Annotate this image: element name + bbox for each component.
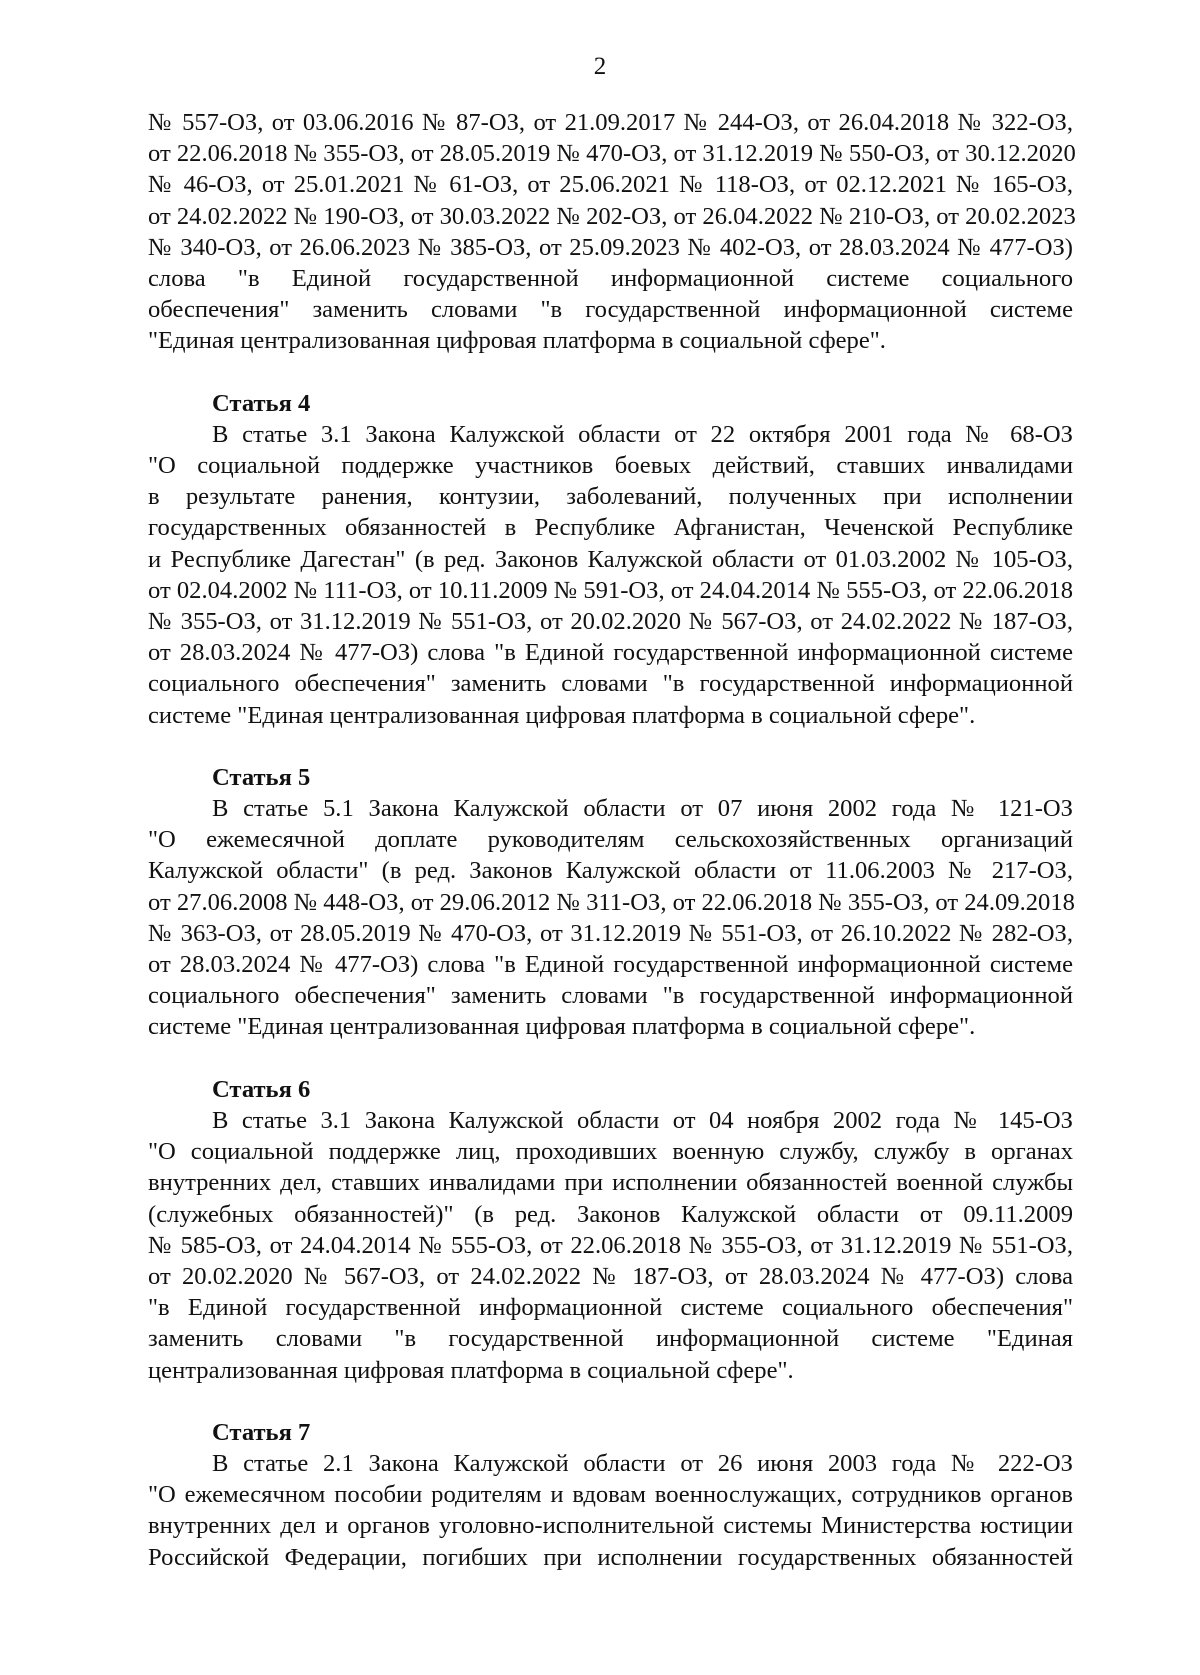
article-heading: Статья 5 bbox=[212, 763, 311, 791]
text-line: от 20.02.2020 № 567-ОЗ, от 24.02.2022 № 187-ОЗ, от 28.03.2024 № 477-ОЗ) слова bbox=[148, 1262, 1073, 1290]
intro-paragraph bbox=[148, 107, 1076, 357]
article-heading: Статья 6 bbox=[212, 1075, 311, 1103]
text-line: от 28.03.2024 № 477-ОЗ) слова "в Единой государственной информационной системе bbox=[148, 951, 1073, 979]
text-line: № 585-ОЗ, от 24.04.2014 № 555-ОЗ, от 22.06.2018 № 355-ОЗ, от 31.12.2019 № 551-ОЗ, bbox=[148, 1231, 1073, 1259]
text-line: "О социальной поддержке участников боевых действий, ставших инвалидами bbox=[148, 452, 1073, 480]
text-line: № 340-ОЗ, от 26.06.2023 № 385-ОЗ, от 25.09.2023 № 402-ОЗ, от 28.03.2024 № 477-ОЗ) bbox=[148, 233, 1073, 261]
text-line: системе "Единая централизованная цифровая платформа в социальной сфере". bbox=[148, 701, 976, 729]
text-line: № 363-ОЗ, от 28.05.2019 № 470-ОЗ, от 31.12.2019 № 551-ОЗ, от 26.10.2022 № 282-ОЗ, bbox=[148, 919, 1073, 947]
article-4 bbox=[148, 388, 1073, 731]
text-line: "О ежемесячном пособии родителям и вдовам военнослужащих, сотрудников органов bbox=[148, 1481, 1073, 1509]
article-5 bbox=[148, 762, 1073, 1043]
text-line: "Единая централизованная цифровая платформа в социальной сфере". bbox=[148, 327, 886, 355]
text-line: от 22.06.2018 № 355-ОЗ, от 28.05.2019 № 470-ОЗ, от 31.12.2019 № 550-ОЗ, от 30.12.2020 bbox=[148, 140, 1076, 168]
text-line: в результате ранения, контузии, заболеваний, полученных при исполнении bbox=[148, 483, 1073, 511]
text-line: № 46-ОЗ, от 25.01.2021 № 61-ОЗ, от 25.06.2021 № 118-ОЗ, от 02.12.2021 № 165-ОЗ, bbox=[148, 171, 1073, 199]
text-line: и Республике Дагестан" (в ред. Законов Калужской области от 01.03.2002 № 105-ОЗ, bbox=[148, 545, 1073, 573]
text-line: обеспечения" заменить словами "в государственной информационной системе bbox=[148, 296, 1073, 324]
text-line: № 557-ОЗ, от 03.06.2016 № 87-ОЗ, от 21.09.2017 № 244-ОЗ, от 26.04.2018 № 322-ОЗ, bbox=[148, 109, 1073, 136]
text-line: внутренних дел и органов уголовно-исполнительной системы Министерства юстиции bbox=[148, 1512, 1073, 1540]
article-7 bbox=[148, 1417, 1073, 1573]
text-line: Российской Федерации, погибших при исполнении государственных обязанностей bbox=[148, 1543, 1073, 1571]
text-line: "О социальной поддержке лиц, проходивших военную службу, службу в органах bbox=[148, 1138, 1073, 1166]
text-line: от 28.03.2024 № 477-ОЗ) слова "в Единой государственной информационной системе bbox=[148, 639, 1073, 667]
text-line: социального обеспечения" заменить словами "в государственной информационной bbox=[148, 982, 1073, 1010]
text-line: социального обеспечения" заменить словами "в государственной информационной bbox=[148, 670, 1073, 698]
text-line: системе "Единая централизованная цифровая платформа в социальной сфере". bbox=[148, 1013, 976, 1041]
text-line: от 24.02.2022 № 190-ОЗ, от 30.03.2022 № 202-ОЗ, от 26.04.2022 № 210-ОЗ, от 20.02.2023 bbox=[148, 202, 1076, 230]
text-line: В статье 3.1 Закона Калужской области от 22 октября 2001 года № 68-ОЗ bbox=[212, 420, 1073, 448]
text-line: (служебных обязанностей)" (в ред. Законов Калужской области от 09.11.2009 bbox=[148, 1200, 1073, 1228]
text-line: № 355-ОЗ, от 31.12.2019 № 551-ОЗ, от 20.02.2020 № 567-ОЗ, от 24.02.2022 № 187-ОЗ, bbox=[148, 608, 1073, 636]
text-line: "О ежемесячной доплате руководителям сельскохозяйственных организаций bbox=[148, 826, 1073, 854]
article-6 bbox=[148, 1074, 1073, 1386]
article-heading: Статья 7 bbox=[212, 1418, 311, 1446]
text-line: от 27.06.2008 № 448-ОЗ, от 29.06.2012 № 311-ОЗ, от 22.06.2018 № 355-ОЗ, от 24.09.2018 bbox=[148, 888, 1075, 916]
document-body bbox=[148, 107, 1076, 1573]
text-line: "в Единой государственной информационной системе социального обеспечения" bbox=[148, 1294, 1073, 1322]
text-line: централизованная цифровая платформа в социальной сфере". bbox=[148, 1356, 794, 1384]
text-line: внутренних дел, ставших инвалидами при исполнении обязанностей военной службы bbox=[148, 1169, 1073, 1197]
text-line: государственных обязанностей в Республике Афганистан, Чеченской Республике bbox=[148, 514, 1073, 542]
text-line: Калужской области" (в ред. Законов Калужской области от 11.06.2003 № 217-ОЗ, bbox=[148, 857, 1073, 885]
article-heading: Статья 4 bbox=[212, 389, 311, 417]
text-line: В статье 3.1 Закона Калужской области от 04 ноября 2002 года № 145-ОЗ bbox=[212, 1106, 1073, 1134]
text-line: от 02.04.2002 № 111-ОЗ, от 10.11.2009 № 591-ОЗ, от 24.04.2014 № 555-ОЗ, от 22.06.2018 bbox=[148, 576, 1074, 604]
text-line: заменить словами "в государственной информационной системе "Единая bbox=[148, 1325, 1073, 1353]
text-line: В статье 5.1 Закона Калужской области от 07 июня 2002 года № 121-ОЗ bbox=[212, 795, 1073, 823]
text-line: В статье 2.1 Закона Калужской области от 26 июня 2003 года № 222-ОЗ bbox=[212, 1449, 1073, 1477]
page-number: 2 bbox=[593, 53, 607, 80]
text-line: слова "в Единой государственной информационной системе социального bbox=[148, 265, 1073, 293]
